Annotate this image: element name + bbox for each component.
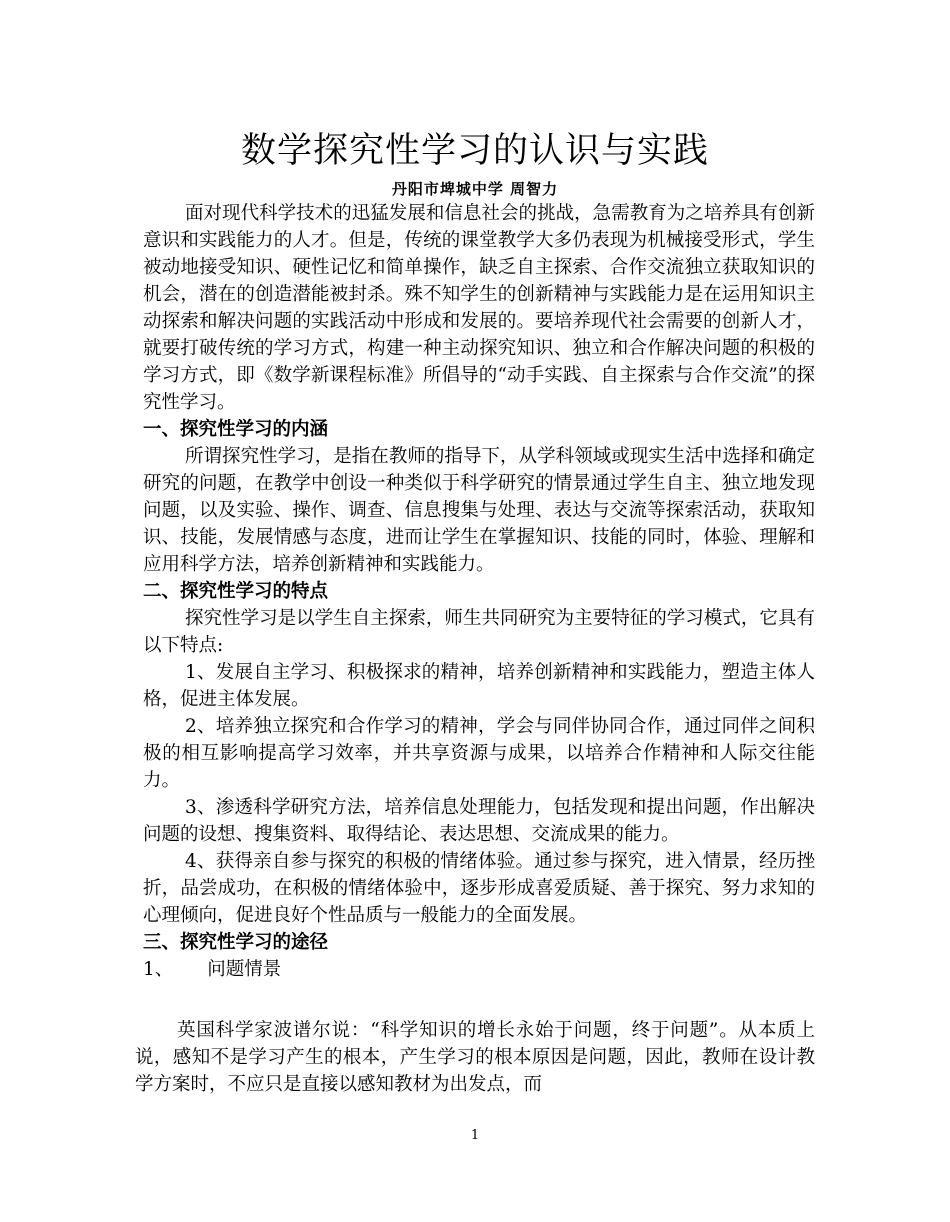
feature-item-1: 1、发展自主学习、积极探求的精神，培养创新精神和实践能力，塑造主体人格，促进主体发展。 (143, 662, 815, 710)
section-3-paragraph: 英国科学家波谱尔说：“科学知识的增长永始于问题，终于问题”。从本质上说，感知不是学习产生的根本，产生学习的根本原因是问题，因此，教师在设计教学方案时，不应只是直接以感知教材为出发点，而 (135, 1020, 815, 1095)
section-2-heading: 二、探究性学习的特点 (143, 581, 329, 602)
document-title: 数学探究性学习的认识与实践 (240, 131, 709, 171)
intro-paragraph: 面对现代科学技术的迅猛发展和信息社会的挑战，急需教育为之培养具有创新意识和实践能力的人才。但是，传统的课堂教学大多仍表现为机械接受形式，学生被动地接受知识、硬性记忆和简单操作，缺乏自主探索、合作交流独立获取知识的机会，潜在的创造潜能被封杀。殊不知学生的创新精神与实践能力是在运用知识主动探索和解决问题的实践活动中形成和发展的。要培养现代社会需要的创新人才，就要打破传统的学习方式，构建一种主动探究知识、独立和合作解决问题的积极的学习方式，即《数学新课程标准》所倡导的“动手实践、自主探索与合作交流”的探究性学习。 (143, 203, 815, 413)
document-body (143, 200, 815, 983)
page-number: 1 (470, 1128, 480, 1143)
subsection-1-heading (143, 956, 815, 983)
section-1-paragraph: 所谓探究性学习，是指在教师的指导下，从学科领域或现实生活中选择和确定研究的问题，在教学中创设一种类似于科学研究的情景通过学生自主、独立地发现问题，以及实验、操作、调查、信息搜集与处理、表达与交流等探索活动，获取知识、技能，发展情感与态度，进而让学生在掌握知识、技能的同时，体验、理解和应用科学方法，培养创新精神和实践能力。 (143, 446, 815, 575)
section-1-heading: 一、探究性学习的内涵 (143, 419, 329, 440)
subsection-1-title: 问题情景 (207, 959, 282, 980)
section-2-paragraph: 探究性学习是以学生自主探索，师生共同研究为主要特征的学习模式，它具有以下特点: (143, 608, 815, 656)
subsection-1-number: 1、 (143, 959, 174, 980)
feature-item-4: 4、获得亲自参与探究的积极的情绪体验。通过参与探究，进入情景，经历挫折，品尝成功，在积极的情绪体验中，逐步形成喜爱质疑、善于探究、努力求知的心理倾向，促进良好个性品质与一般能力的全面发展。 (143, 851, 815, 926)
feature-item-3: 3、渗透科学研究方法，培养信息处理能力，包括发现和提出问题，作出解决问题的设想、搜集资料、取得结论、表达思想、交流成果的能力。 (143, 797, 815, 845)
document-body-continued (135, 1017, 815, 1098)
author-line: 丹阳市埤城中学 周智力 (391, 180, 559, 198)
section-3-heading: 三、探究性学习的途径 (143, 932, 329, 953)
feature-item-2: 2、培养独立探究和合作学习的精神，学会与同伴协同合作，通过同伴之间积极的相互影响提高学习效率，并共享资源与成果，以培养合作精神和人际交往能力。 (143, 716, 815, 791)
